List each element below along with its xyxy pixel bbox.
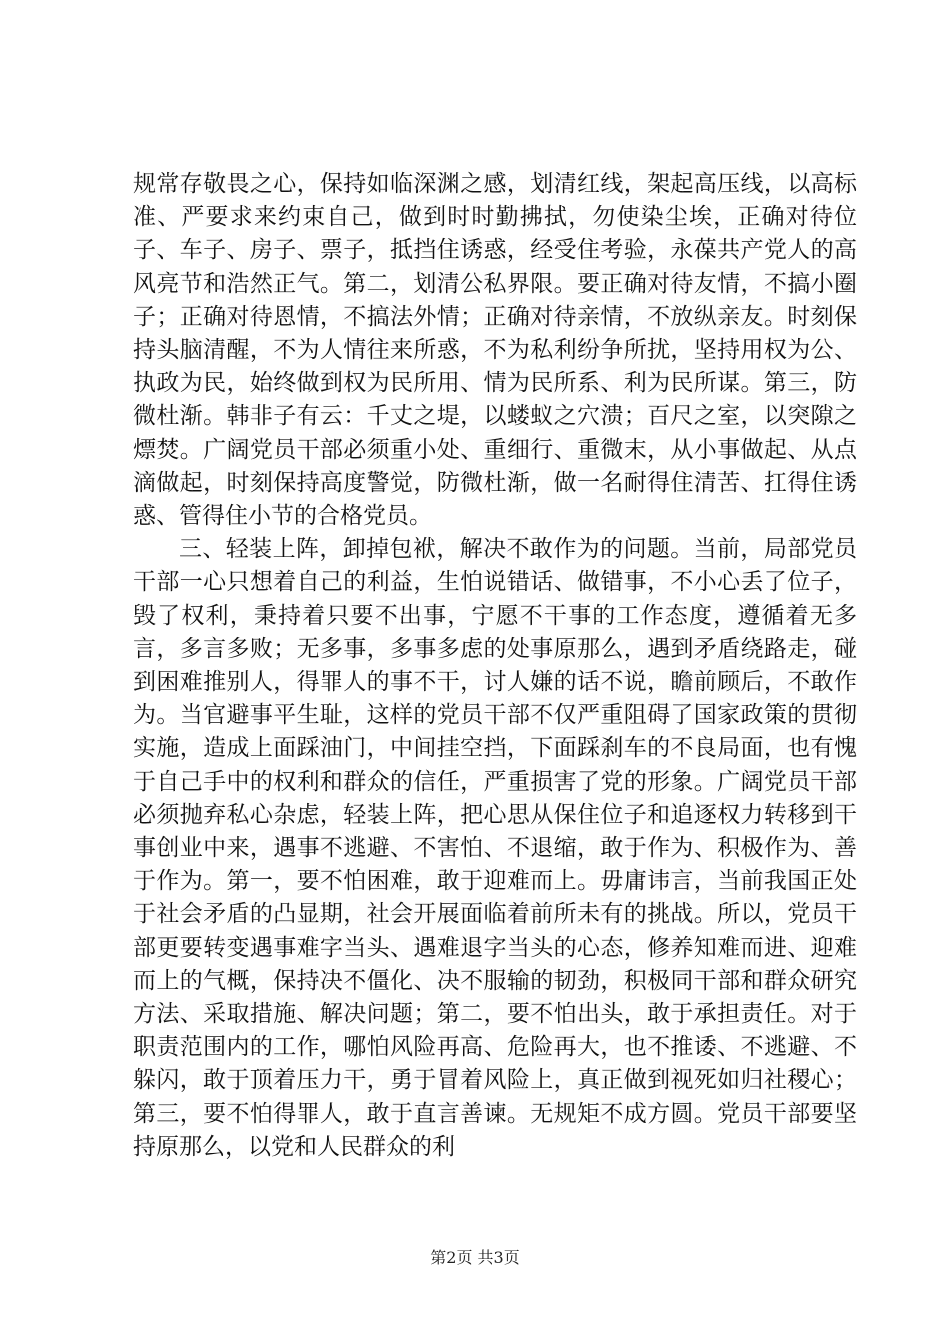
page-footer: 第2页 共3页 [430,1248,520,1267]
document-body [133,168,857,1164]
paragraph-section-three: 三、轻装上阵，卸掉包袱，解决不敢作为的问题。当前，局部党员干部一心只想着自己的利益，生怕说错话、做错事，不小心丢了位子，毁了权利，秉持着只要不出事，宁愿不干事的工作态度，遵循着无多言，多言多败；无多事，多事多虑的处事原那么，遇到矛盾绕路走，碰到困难推别人，得罪人的事不干，讨人嫌的话不说，瞻前顾后，不敢作为。当官避事平生耻，这样的党员干部不仅严重阻碍了国家政策的贯彻实施，造成上面踩油门，中间挂空挡，下面踩刹车的不良局面，也有愧于自己手中的权利和群众的信任，严重损害了党的形象。广阔党员干部必须抛弃私心杂虑，轻装上阵，把心思从保住位子和追逐权力转移到干事创业中来，遇事不逃避、不害怕、不退缩，敢于作为、积极作为、善于作为。第一，要不怕困难，敢于迎难而上。毋庸讳言，当前我国正处于社会矛盾的凸显期，社会开展面临着前所未有的挑战。所以，党员干部更要转变遇事难字当头、遇难退字当头的心态，修养知难而进、迎难而上的气概，保持决不僵化、决不服输的韧劲，积极同干部和群众研究方法、采取措施、解决问题；第二，要不怕出头，敢于承担责任。对于职责范围内的工作，哪怕风险再高、危险再大，也不推诿、不逃避、不躲闪，敢于顶着压力干，勇于冒着风险上，真正做到视死如归社稷心；第三，要不怕得罪人，敢于直言善谏。无规矩不成方圆。党员干部要坚持原那么，以党和人民群众的利 [133,536,857,1160]
paragraph-continuation: 规常存敬畏之心，保持如临深渊之感，划清红线，架起高压线，以高标准、严要求来约束自己，做到时时勤拂拭，勿使染尘埃，正确对待位子、车子、房子、票子，抵挡住诱惑，经受住考验，永葆共产党人的高风亮节和浩然正气。第二，划清公私界限。要正确对待友情，不搞小圈子；正确对待恩情，不搞法外情；正确对待亲情，不放纵亲友。时刻保持头脑清醒，不为人情往来所惑，不为私利纷争所扰，坚持用权为公、执政为民，始终做到权为民所用、情为民所系、利为民所谋。第三，防微杜渐。韩非子有云：千丈之堤，以蝼蚁之穴溃；百尺之室，以突隙之熛焚。广阔党员干部必须重小处、重细行、重微末，从小事做起、从点滴做起，时刻保持高度警觉，防微杜渐，做一名耐得住清苦、扛得住诱惑、管得住小节的合格党员。 [133,171,857,530]
